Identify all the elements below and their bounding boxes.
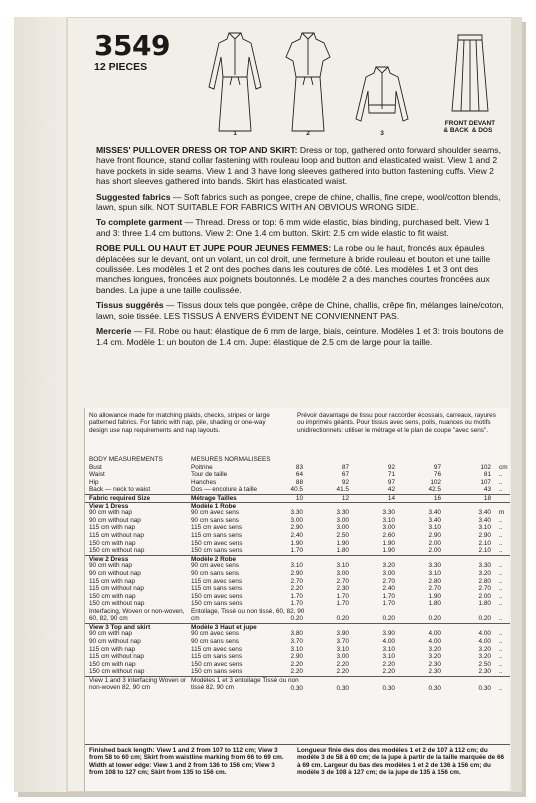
row-label-fr: Hanches bbox=[191, 478, 217, 486]
row-value: 2.20 bbox=[290, 660, 303, 668]
table-row bbox=[85, 600, 510, 608]
row-unit: .. bbox=[499, 478, 503, 486]
row-value: 2.10 bbox=[478, 547, 491, 555]
suggested-fabrics-label: Suggested fabrics bbox=[96, 191, 171, 202]
row-value: 4.00 bbox=[428, 638, 441, 646]
row-label-en: 90 cm with nap bbox=[89, 562, 132, 570]
row-value: 3.90 bbox=[382, 630, 395, 638]
row-value: 2.50 bbox=[478, 660, 491, 668]
row-value: 1.70 bbox=[290, 592, 303, 600]
row-label-en: Bust bbox=[89, 463, 102, 471]
row-value: 0.30 bbox=[428, 684, 441, 692]
chart-notes-en: No allowance made for matching plaids, checks, stripes or large patterned fabrics. For fabric with nap, pile, shading or one-way design use nap requirements and nap layouts. bbox=[89, 412, 270, 434]
row-value: 3.20 bbox=[478, 569, 491, 577]
table-row bbox=[85, 532, 510, 540]
row-label-fr: Dos — encolure à taille bbox=[191, 486, 258, 494]
row-label-en: BODY MEASUREMENTS bbox=[89, 456, 163, 463]
table-row bbox=[85, 578, 510, 586]
row-value: 107 bbox=[480, 478, 491, 486]
row-label-en: 150 cm without nap bbox=[89, 668, 145, 676]
row-value: 40.5 bbox=[290, 486, 303, 494]
view-3-illustration bbox=[352, 61, 412, 136]
row-value: 2.40 bbox=[290, 531, 303, 539]
row-unit: .. bbox=[499, 562, 503, 570]
row-unit: .. bbox=[499, 471, 503, 479]
row-value: 1.70 bbox=[336, 600, 349, 608]
row-unit: .. bbox=[499, 516, 503, 524]
suggested-fabrics bbox=[96, 192, 506, 213]
row-value: 3.10 bbox=[382, 653, 395, 661]
row-label-en: 150 cm without nap bbox=[89, 600, 145, 608]
row-label-fr: 115 cm sans sens bbox=[191, 585, 243, 593]
row-value: 1.80 bbox=[478, 600, 491, 608]
row-value: 0.30 bbox=[478, 684, 491, 692]
row-value: 3.80 bbox=[290, 630, 303, 638]
row-value: 41.5 bbox=[336, 486, 349, 494]
view-1-label: 1 bbox=[233, 130, 237, 137]
row-value: 3.20 bbox=[478, 653, 491, 661]
row-label-fr: Modèle 1 Robe bbox=[191, 502, 237, 510]
row-value: 2.90 bbox=[290, 569, 303, 577]
row-value: 2.00 bbox=[478, 592, 491, 600]
row-label-fr: Métrage Tailles bbox=[191, 494, 237, 502]
row-value: 64 bbox=[295, 471, 303, 479]
row-value: 2.90 bbox=[478, 531, 491, 539]
row-unit: .. bbox=[499, 592, 503, 600]
mercerie bbox=[96, 326, 506, 347]
row-label-fr: Poitrine bbox=[191, 463, 213, 471]
row-unit: .. bbox=[499, 638, 503, 646]
row-label-en: Waist bbox=[89, 471, 105, 479]
row-value: 3.40 bbox=[478, 516, 491, 524]
row-label-fr: 150 cm avec sens bbox=[191, 539, 243, 547]
row-value: 2.70 bbox=[290, 577, 303, 585]
envelope-header bbox=[90, 27, 510, 142]
piece-count: 12 PIECES bbox=[94, 61, 148, 73]
row-value: 2.40 bbox=[382, 585, 395, 593]
row-label-fr: Tour de taille bbox=[191, 471, 228, 479]
table-row bbox=[85, 502, 510, 510]
row-value: 3.40 bbox=[478, 509, 491, 517]
row-unit: m bbox=[499, 509, 505, 517]
row-value: 1.90 bbox=[290, 539, 303, 547]
row-value: 2.20 bbox=[290, 668, 303, 676]
row-label-fr: 150 cm avec sens bbox=[191, 592, 243, 600]
row-label-en: View 1 and 3 interfacing Woven or non-woven 82, 90 cm bbox=[89, 677, 187, 692]
row-value: 76 bbox=[433, 471, 441, 479]
row-value: 92 bbox=[341, 478, 349, 486]
row-value: 4.00 bbox=[478, 638, 491, 646]
row-label-fr: Modèle 3 Haut et jupe bbox=[191, 623, 257, 631]
row-unit: .. bbox=[499, 660, 503, 668]
row-label-fr: 115 cm sans sens bbox=[191, 653, 243, 661]
row-value: 10 bbox=[295, 494, 303, 502]
table-row bbox=[85, 623, 510, 631]
row-label-fr: 90 cm avec sens bbox=[191, 630, 239, 638]
row-value: 2.20 bbox=[382, 668, 395, 676]
row-value: 67 bbox=[341, 471, 349, 479]
row-value: 42.5 bbox=[428, 486, 441, 494]
row-unit: .. bbox=[499, 684, 503, 692]
description-fr-body: La robe ou le haut, froncés aux épaules déplacées sur le devant, ont un volant, un col droit, une fermeture à bride rouleau et bouton et une taille coulissée. Les modèles 1 et 2 ont des poches dans les coutures de côté. Les modèles 1 et 3 ont des manches longues, froncées aux poignets boutonnés. Le modèle 2 a des manches courtes froncées aux bandes. La jupe a une taille coulissée. bbox=[96, 243, 491, 295]
row-label-en: 90 cm with nap bbox=[89, 509, 132, 517]
description-en bbox=[96, 145, 506, 187]
description-fr-title: ROBE PULL OU HAUT ET JUPE POUR JEUNES FEMMES: bbox=[96, 243, 332, 254]
row-label-fr: 115 cm avec sens bbox=[191, 577, 243, 585]
row-label-en: Back — neck to waist bbox=[89, 486, 151, 494]
row-value: 3.00 bbox=[336, 516, 349, 524]
row-value: 2.60 bbox=[382, 531, 395, 539]
row-label-en: 90 cm without nap bbox=[89, 638, 141, 646]
row-value: 81 bbox=[483, 471, 491, 479]
row-value: 2.20 bbox=[290, 585, 303, 593]
table-row bbox=[85, 608, 510, 623]
notions-text: — Thread. Dress or top: 6 mm wide elastic, bias binding, purchased belt. View 1 and 3: three 1.4 cm buttons. View 2: One 1.4 cm button. Skirt: 2.5 cm wide elastic to fit waist. bbox=[96, 217, 490, 238]
row-value: 3.10 bbox=[478, 524, 491, 532]
row-label-en: 90 cm without nap bbox=[89, 569, 141, 577]
row-value: 3.00 bbox=[336, 569, 349, 577]
row-value: 88 bbox=[295, 478, 303, 486]
row-label-en: 115 cm with nap bbox=[89, 645, 136, 653]
row-value: 2.80 bbox=[428, 577, 441, 585]
row-value: 2.00 bbox=[428, 547, 441, 555]
row-label-fr: 90 cm avec sens bbox=[191, 562, 239, 570]
row-value: 97 bbox=[387, 478, 395, 486]
skirt-label-en: FRONT & BACK bbox=[443, 120, 469, 134]
row-value: 1.80 bbox=[336, 547, 349, 555]
row-unit: .. bbox=[499, 585, 503, 593]
row-value: 1.70 bbox=[290, 600, 303, 608]
tissus-label: Tissus suggérés bbox=[96, 300, 164, 311]
table-row bbox=[85, 562, 510, 570]
row-value: 3.40 bbox=[428, 509, 441, 517]
row-value: 71 bbox=[387, 471, 395, 479]
table-row bbox=[85, 464, 510, 472]
table-row bbox=[85, 630, 510, 638]
row-value: 2.90 bbox=[290, 653, 303, 661]
view-2-label: 2 bbox=[306, 130, 310, 137]
row-value: 1.90 bbox=[336, 539, 349, 547]
description-title: MISSES' PULLOVER DRESS OR TOP AND SKIRT: bbox=[96, 145, 298, 155]
row-label-fr: 90 cm sans sens bbox=[191, 638, 239, 646]
row-label-fr: 115 cm avec sens bbox=[191, 645, 243, 653]
row-value: 4.00 bbox=[382, 638, 395, 646]
table-row bbox=[85, 668, 510, 676]
pattern-description bbox=[96, 145, 506, 352]
row-value: 3.70 bbox=[290, 638, 303, 646]
row-value: 2.70 bbox=[428, 585, 441, 593]
row-value: 3.20 bbox=[478, 645, 491, 653]
table-row bbox=[85, 479, 510, 487]
row-value: 2.90 bbox=[428, 531, 441, 539]
table-row bbox=[85, 456, 510, 464]
row-value: 0.20 bbox=[428, 615, 441, 623]
chart-table bbox=[85, 456, 510, 691]
description-fr bbox=[96, 243, 506, 295]
table-row bbox=[85, 547, 510, 555]
row-unit: .. bbox=[499, 569, 503, 577]
chart-notes-fr: Prévoir davantage de tissu pour raccorder écossais, carreaux, rayures ou imprimés géants. Pour tissus avec sens, poils, nuances ou motifs unidirectionnels: utiliser le métrage et le plan de coupe "avec sens". bbox=[297, 412, 496, 434]
row-value: 3.40 bbox=[428, 516, 441, 524]
row-label-en: 150 cm with nap bbox=[89, 660, 136, 668]
row-value: 2.70 bbox=[382, 577, 395, 585]
yardage-chart bbox=[84, 408, 509, 791]
row-value: 2.10 bbox=[478, 539, 491, 547]
row-value: 3.00 bbox=[382, 569, 395, 577]
table-row bbox=[85, 676, 510, 691]
row-label-en: Fabric required Size bbox=[89, 494, 151, 502]
row-label-en: 115 cm without nap bbox=[89, 653, 144, 661]
row-value: 3.20 bbox=[428, 653, 441, 661]
row-value: 18 bbox=[483, 494, 491, 502]
row-value: 3.10 bbox=[428, 524, 441, 532]
row-value: 97 bbox=[433, 463, 441, 471]
row-unit: .. bbox=[499, 547, 503, 555]
row-value: 2.20 bbox=[336, 660, 349, 668]
row-label-en: 115 cm without nap bbox=[89, 531, 144, 539]
row-label-fr: 90 cm sans sens bbox=[191, 516, 239, 524]
skirt-label-fr: DEVANT & DOS bbox=[468, 120, 496, 134]
view-1-illustration bbox=[205, 27, 265, 142]
row-value: 3.10 bbox=[290, 645, 303, 653]
table-row bbox=[85, 585, 510, 593]
row-unit: .. bbox=[499, 524, 503, 532]
row-label-en: 150 cm with nap bbox=[89, 592, 136, 600]
row-label-fr: 150 cm sans sens bbox=[191, 668, 243, 676]
row-value: 3.00 bbox=[290, 516, 303, 524]
table-row bbox=[85, 524, 510, 532]
row-unit: .. bbox=[499, 653, 503, 661]
row-value: 2.00 bbox=[428, 539, 441, 547]
table-row bbox=[85, 661, 510, 669]
row-label-en: View 2 Dress bbox=[89, 555, 129, 563]
mercerie-text: — Fil. Robe ou haut: élastique de 6 mm de large, biais, ceinture. Modèles 1 et 3: trois boutons de 1.4 cm. Modèle 1: un bouton de 1.4 cm. Jupe: élastique de 2.5 cm de large pour la taille. bbox=[96, 326, 504, 347]
row-value: 2.30 bbox=[428, 668, 441, 676]
row-value: 3.00 bbox=[382, 524, 395, 532]
row-label-fr: 150 cm sans sens bbox=[191, 600, 243, 608]
row-value: 14 bbox=[387, 494, 395, 502]
tissus-suggeres bbox=[96, 300, 506, 321]
pattern-number: 3549 bbox=[94, 29, 170, 62]
skirt-illustration bbox=[443, 27, 496, 134]
row-value: 87 bbox=[341, 463, 349, 471]
tissus-text: — Tissus doux tels que pongée, crêpe de Chine, challis, crêpe fin, mélanges laine/coton, lawn, soie tissée. LES TISSUS À ENVERS ÉVIDENT NE CONVIENNENT PAS. bbox=[96, 300, 504, 321]
row-value: 0.20 bbox=[290, 615, 303, 623]
finished-measurements-en: Finished back length: View 1 and 2 from 107 to 112 cm; View 3 from 58 to 60 cm; Skirt from waistline marking from 66 to 69 cm. Width at lower edge: View 1 and 2 from 136 to 156 cm; View 3 from 108 to 127 cm; Skirt from 135 to 156 cm. bbox=[89, 747, 284, 777]
finished-measurements-fr: Longueur finie des dos des modèles 1 et 2 de 107 à 112 cm; du modèle 3 de 58 à 60 cm; de la jupe à partir de la taille marquée de 66 à 69 cm. Largeur du bas des modèles 1 et 2 de 136 à 156 cm; du modèle 3 de 108 à 127 cm; de la jupe de 135 à 156 cm. bbox=[297, 747, 505, 777]
table-row bbox=[85, 540, 510, 548]
row-unit: .. bbox=[499, 668, 503, 676]
row-label-fr: Modèles 1 et 3 entoilage Tissé ou non tissé 82, 90 cm bbox=[191, 677, 299, 692]
view-2-illustration bbox=[278, 27, 338, 142]
finished-measurements bbox=[85, 744, 510, 777]
row-value: 43 bbox=[483, 486, 491, 494]
row-value: 102 bbox=[430, 478, 441, 486]
table-row bbox=[85, 653, 510, 661]
row-value: 0.20 bbox=[382, 615, 395, 623]
table-row bbox=[85, 517, 510, 525]
mercerie-label: Mercerie bbox=[96, 326, 132, 337]
row-value: 0.30 bbox=[290, 684, 303, 692]
row-value: 1.80 bbox=[428, 600, 441, 608]
row-value: 42 bbox=[387, 486, 395, 494]
row-value: 2.20 bbox=[336, 668, 349, 676]
row-value: 2.30 bbox=[478, 668, 491, 676]
row-value: 3.10 bbox=[290, 562, 303, 570]
row-value: 1.70 bbox=[290, 547, 303, 555]
row-unit: .. bbox=[499, 615, 503, 623]
table-row bbox=[85, 646, 510, 654]
row-label-fr: Modèle 2 Robe bbox=[191, 555, 237, 563]
row-unit: .. bbox=[499, 577, 503, 585]
row-unit: cm bbox=[499, 463, 508, 471]
table-row bbox=[85, 570, 510, 578]
row-value: 3.10 bbox=[382, 645, 395, 653]
row-label-en: Interfacing, Woven or non-woven, 60, 82, 90 cm bbox=[89, 607, 185, 623]
row-value: 1.70 bbox=[382, 592, 395, 600]
row-label-fr: 115 cm avec sens bbox=[191, 524, 243, 532]
row-label-fr: Entoilage, Tissé ou non tissé, 60, 82, 90 cm bbox=[191, 607, 305, 623]
row-value: 4.00 bbox=[478, 630, 491, 638]
row-value: 16 bbox=[433, 494, 441, 502]
row-label-en: 150 cm with nap bbox=[89, 539, 136, 547]
row-unit: .. bbox=[499, 539, 503, 547]
row-value: 1.90 bbox=[382, 547, 395, 555]
suggested-fabrics-text: — Soft fabrics such as pongee, crepe de chine, challis, fine crepe, wool/cotton blends, lawn, spun silk. NOT SUITABLE FOR FABRICS WITH AN OBVIOUS WRONG SIDE. bbox=[96, 191, 501, 213]
row-value: 3.20 bbox=[382, 562, 395, 570]
row-unit: .. bbox=[499, 531, 503, 539]
row-label-en: 90 cm without nap bbox=[89, 516, 141, 524]
table-row bbox=[85, 486, 510, 494]
row-value: 1.90 bbox=[382, 539, 395, 547]
table-row bbox=[85, 494, 510, 502]
table-row bbox=[85, 471, 510, 479]
row-label-en: Hip bbox=[89, 478, 99, 486]
row-value: 0.30 bbox=[382, 684, 395, 692]
row-value: 2.50 bbox=[336, 531, 349, 539]
row-value: 2.30 bbox=[336, 585, 349, 593]
notions-label: To complete garment bbox=[96, 217, 183, 228]
row-value: 3.10 bbox=[382, 516, 395, 524]
description-body: Dress or top, gathered onto forward shoulder seams, have front flounce, stand collar fastening with rouleau loop and button and elasticated waist. View 1 and 2 have pockets in side seams. View 1 and 3 have long sleeves gathered into button fastening cuffs. View 2 has short sleeves gathered into bands. Skirt has elasticated waist. bbox=[96, 145, 501, 187]
row-unit: .. bbox=[499, 600, 503, 608]
row-value: 3.10 bbox=[336, 645, 349, 653]
table-row bbox=[85, 509, 510, 517]
row-unit: .. bbox=[499, 486, 503, 494]
row-value: 3.90 bbox=[336, 630, 349, 638]
envelope-fold-line bbox=[66, 18, 68, 792]
table-row bbox=[85, 593, 510, 601]
row-value: 3.30 bbox=[336, 509, 349, 517]
row-value: 1.70 bbox=[382, 600, 395, 608]
row-value: 1.90 bbox=[428, 592, 441, 600]
row-unit: .. bbox=[499, 630, 503, 638]
row-value: 2.70 bbox=[336, 577, 349, 585]
row-value: 3.00 bbox=[336, 524, 349, 532]
row-value: 3.20 bbox=[428, 645, 441, 653]
table-row bbox=[85, 555, 510, 563]
row-value: 1.70 bbox=[336, 592, 349, 600]
table-row bbox=[85, 638, 510, 646]
row-value: 3.70 bbox=[336, 638, 349, 646]
row-label-fr: 115 cm sans sens bbox=[191, 531, 243, 539]
row-label-en: View 1 Dress bbox=[89, 502, 129, 510]
row-value: 3.10 bbox=[428, 569, 441, 577]
envelope-flap bbox=[14, 17, 68, 792]
row-value: 0.20 bbox=[336, 615, 349, 623]
row-value: 3.30 bbox=[290, 509, 303, 517]
row-value: 3.00 bbox=[336, 653, 349, 661]
row-unit: .. bbox=[499, 645, 503, 653]
row-label-en: View 3 Top and skirt bbox=[89, 623, 151, 631]
envelope-edge bbox=[511, 17, 522, 792]
row-label-fr: 90 cm sans sens bbox=[191, 569, 239, 577]
row-value: 2.90 bbox=[290, 524, 303, 532]
row-label-fr: 150 cm avec sens bbox=[191, 660, 243, 668]
row-label-fr: 90 cm avec sens bbox=[191, 509, 239, 517]
row-value: 3.30 bbox=[478, 562, 491, 570]
row-label-fr: MESURES NORMALISEES bbox=[191, 456, 271, 463]
row-label-en: 115 cm with nap bbox=[89, 577, 136, 585]
row-label-en: 90 cm with nap bbox=[89, 630, 132, 638]
view-3-label: 3 bbox=[380, 130, 384, 137]
row-label-en: 115 cm without nap bbox=[89, 585, 144, 593]
row-value: 0.20 bbox=[478, 615, 491, 623]
row-value: 92 bbox=[387, 463, 395, 471]
row-value: 2.80 bbox=[478, 577, 491, 585]
row-value: 102 bbox=[480, 463, 491, 471]
row-value: 3.30 bbox=[428, 562, 441, 570]
row-label-en: 150 cm without nap bbox=[89, 547, 145, 555]
row-value: 12 bbox=[341, 494, 349, 502]
row-value: 83 bbox=[295, 463, 303, 471]
row-value: 3.10 bbox=[336, 562, 349, 570]
row-value: 2.20 bbox=[382, 660, 395, 668]
notions bbox=[96, 217, 506, 238]
row-value: 2.70 bbox=[478, 585, 491, 593]
row-value: 4.00 bbox=[428, 630, 441, 638]
row-label-en: 115 cm with nap bbox=[89, 524, 136, 532]
row-label-fr: 150 cm sans sens bbox=[191, 547, 243, 555]
row-value: 3.30 bbox=[382, 509, 395, 517]
row-value: 2.30 bbox=[428, 660, 441, 668]
row-value: 0.30 bbox=[336, 684, 349, 692]
